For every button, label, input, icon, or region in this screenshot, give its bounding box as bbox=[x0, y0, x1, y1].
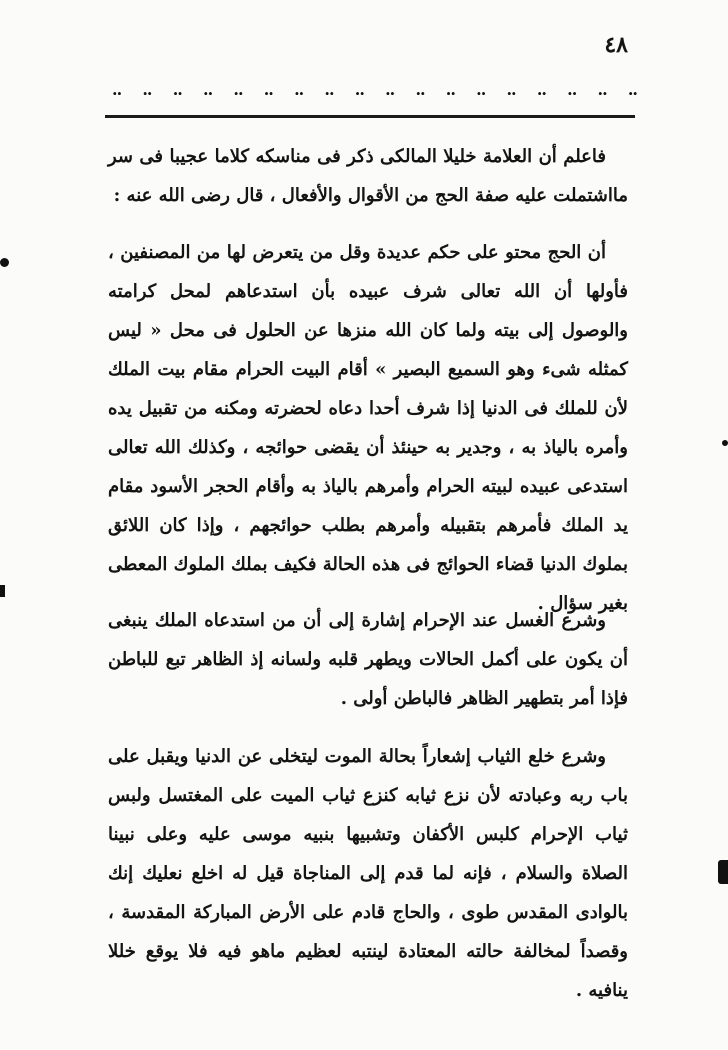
dot-group: .. bbox=[476, 80, 486, 99]
dot-group: .. bbox=[294, 80, 304, 99]
dot-group: .. bbox=[415, 80, 425, 99]
margin-ink-spot bbox=[0, 585, 5, 597]
dot-group: .. bbox=[172, 80, 182, 99]
dot-group: .. bbox=[536, 80, 546, 99]
paragraph-house-of-the-king bbox=[108, 233, 628, 623]
dot-group: .. bbox=[385, 80, 395, 99]
dot-group: .. bbox=[142, 80, 152, 99]
dot-group: .. bbox=[597, 80, 607, 99]
dot-group: .. bbox=[203, 80, 213, 99]
header-dots bbox=[112, 80, 637, 100]
dot-group: .. bbox=[627, 80, 637, 99]
paragraph-ghusl bbox=[108, 601, 628, 718]
paragraph-text: وشرع الغسل عند الإحرام إشارة إلى أن من استدعاه الملك ينبغى أن يكون على أكمل الحالات ويطهر قلبه ولسانه إذ الظاهر تبع للباطن فإذا أمر بتطهير الظاهر فالباطن أولى . bbox=[108, 610, 628, 709]
dot-group: .. bbox=[263, 80, 273, 99]
paragraph-text: وشرع خلع الثياب إشعاراً بحالة الموت ليتخلى عن الدنيا ويقبل على باب ربه وعبادته لأن نزع ثيابه كنزع ثياب الميت على المغتسل ولبس ثياب الإحرام كلبس الأكفان وتشبيها بنبيه موسى عليه وعلى نبينا الصلاة والسلام ، فإنه لما قدم إلى المناجاة قيل له اخلع نعليك إنك بالوادى المقدس طوى ، والحاج قادم على الأرض المباركة المقدسة ، وقصداً لمخالفة حالته المعتادة لينتبه لعظيم ماهو فيه فلا يوقع خللا ينافيه . bbox=[108, 746, 628, 1001]
paragraph-text: فاعلم أن العلامة خليلا المالكى ذكر فى مناسكه كلاما عجيبا فى سر مااشتملت عليه صفة الحج من الأقوال والأفعال ، قال رضى الله عنه : bbox=[108, 146, 628, 206]
page-number: ٤٨ bbox=[604, 32, 628, 58]
margin-ink-spot bbox=[718, 860, 728, 884]
dot-group: .. bbox=[233, 80, 243, 99]
dot-group: .. bbox=[354, 80, 364, 99]
dot-group: .. bbox=[506, 80, 516, 99]
paragraph-intro bbox=[108, 137, 628, 215]
paragraph-removing-garments bbox=[108, 737, 628, 1010]
paragraph-text: أن الحج محتو على حكم عديدة وقل من يتعرض لها من المصنفين ، فأولها أن الله تعالى شرف عبيده بأن استدعاهم لمحل كرامته والوصول إلى بيته ولما كان الله منزها عن الحلول فى محل « ليس كمثله شىء وهو السميع البصير » أقام البيت الحرام مقام بيت الملك لأن للملك فى الدنيا إذا شرف أحدا دعاه لحضرته ومكنه من تقبيل يده وأمره بالياذ به ، وجدير به حينئذ أن يقضى حوائجه ، وكذلك الله تعالى استدعى عبيده لبيته الحرام وأمرهم بالياذ به وأقام الحجر الأسود مقام يد الملك فأمرهم بتقبيله وأمرهم بطلب حوائجهم ، وإذا كان اللائق بملوك الدنيا قضاء الحوائج فى هذه الحالة فكيف بملك الملوك المعطى بغير سؤال . bbox=[108, 242, 628, 614]
margin-ink-spot bbox=[0, 258, 9, 267]
dot-group: .. bbox=[112, 80, 122, 99]
dot-group: .. bbox=[567, 80, 577, 99]
header-rule bbox=[105, 115, 635, 118]
margin-ink-spot bbox=[722, 440, 728, 446]
dot-group: .. bbox=[324, 80, 334, 99]
dot-group: .. bbox=[445, 80, 455, 99]
